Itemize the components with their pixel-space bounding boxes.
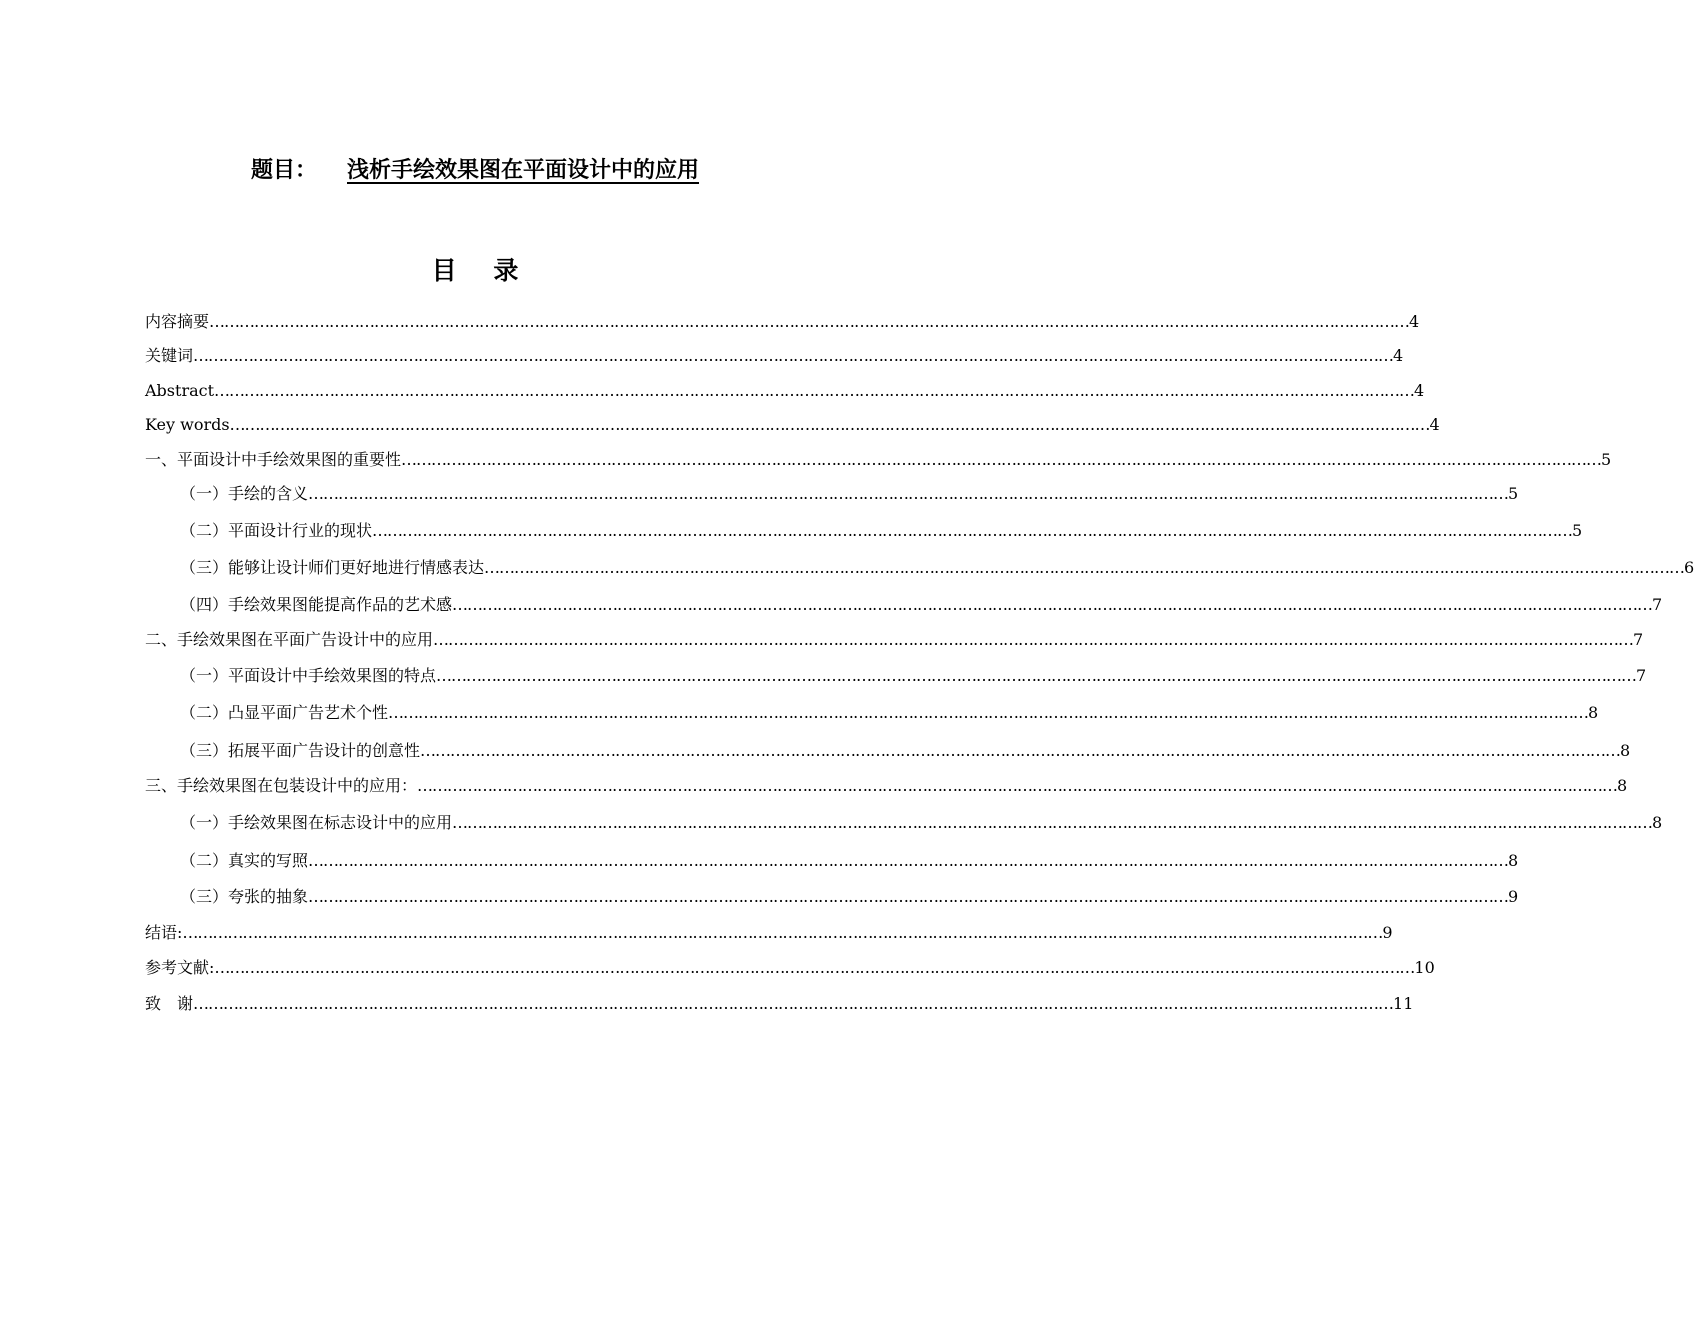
- toc-dot-leader: ……………………………………………………………………………………………………………………………………………………………………………………………………………………: [193, 346, 1394, 365]
- toc-entry-label: （二）真实的写照: [180, 851, 309, 870]
- toc-entry-page: 4: [1393, 346, 1404, 365]
- toc-entry-label: 致 谢: [145, 994, 194, 1013]
- toc-dot-leader: ……………………………………………………………………………………………………………………………………………………………………………………………………………………: [436, 666, 1637, 685]
- toc-dot-leader: ……………………………………………………………………………………………………………………………………………………………………………………………………………………: [388, 703, 1589, 722]
- toc-entry: [180, 518, 1583, 544]
- title-prefix: 题目：: [250, 158, 317, 183]
- toc-entry: [180, 848, 1519, 874]
- toc-entry-page: 8: [1620, 741, 1631, 760]
- toc-entry-page: 10: [1414, 958, 1435, 977]
- toc-entry: [145, 991, 1414, 1017]
- toc-dot-leader: ……………………………………………………………………………………………………………………………………………………………………………………………………………………: [182, 923, 1383, 942]
- toc-entry-label: （三）夸张的抽象: [180, 887, 309, 906]
- toc-entry-page: 8: [1617, 776, 1628, 795]
- toc-entry-label: 参考文献:: [145, 958, 215, 977]
- toc-dot-leader: ……………………………………………………………………………………………………………………………………………………………………………………………………………………: [452, 595, 1653, 614]
- document-title: [0, 154, 950, 188]
- toc-dot-leader: ……………………………………………………………………………………………………………………………………………………………………………………………………………………: [308, 484, 1509, 503]
- toc-entry-label: 一、平面设计中手绘效果图的重要性: [145, 450, 402, 469]
- toc-dot-leader: ……………………………………………………………………………………………………………………………………………………………………………………………………………………: [401, 450, 1602, 469]
- toc-entry-label: 关键词: [145, 346, 194, 365]
- toc-entry: [145, 309, 1420, 335]
- toc-dot-leader: ……………………………………………………………………………………………………………………………………………………………………………………………………………………: [193, 994, 1394, 1013]
- toc-entry: [180, 663, 1647, 689]
- toc-entry-page: 9: [1382, 923, 1393, 942]
- toc-entry-page: 5: [1572, 521, 1583, 540]
- toc-entry-label: （二）凸显平面广告艺术个性: [180, 703, 389, 722]
- toc-entry-label: 三、手绘效果图在包装设计中的应用：: [145, 776, 418, 795]
- toc-dot-leader: ……………………………………………………………………………………………………………………………………………………………………………………………………………………: [420, 741, 1621, 760]
- toc-entry-page: 11: [1393, 994, 1414, 1013]
- toc-entry-page: 4: [1429, 415, 1440, 434]
- toc-entry-label: 二、手绘效果图在平面广告设计中的应用: [145, 630, 434, 649]
- toc-entry-label: （三）拓展平面广告设计的创意性: [180, 741, 421, 760]
- toc-entry-page: 6: [1684, 558, 1694, 577]
- toc-entry: [180, 592, 1663, 618]
- toc-entry: [145, 627, 1644, 653]
- toc-entry: [145, 378, 1425, 404]
- toc-entry-label: 内容摘要: [145, 312, 210, 331]
- toc-dot-leader: ……………………………………………………………………………………………………………………………………………………………………………………………………………………: [484, 558, 1685, 577]
- toc-entry-label: （一）手绘的含义: [180, 484, 309, 503]
- toc-entry-page: 9: [1508, 887, 1519, 906]
- toc-entry-page: 8: [1508, 851, 1519, 870]
- toc-entry-label: （三）能够让设计师们更好地进行情感表达: [180, 558, 485, 577]
- toc-dot-leader: ……………………………………………………………………………………………………………………………………………………………………………………………………………………: [433, 630, 1634, 649]
- toc-entry: [180, 481, 1519, 507]
- toc-entry: [145, 412, 1440, 438]
- toc-dot-leader: ……………………………………………………………………………………………………………………………………………………………………………………………………………………: [214, 381, 1415, 400]
- toc-dot-leader: ……………………………………………………………………………………………………………………………………………………………………………………………………………………: [417, 776, 1618, 795]
- toc-entry: [145, 773, 1628, 799]
- toc-dot-leader: ……………………………………………………………………………………………………………………………………………………………………………………………………………………: [214, 958, 1415, 977]
- toc-entry-page: 8: [1652, 813, 1663, 832]
- toc-entry-page: 4: [1414, 381, 1425, 400]
- toc-entry-label: （四）手绘效果图能提高作品的艺术感: [180, 595, 453, 614]
- toc-entry: [180, 555, 1694, 581]
- toc-entry-page: 7: [1652, 595, 1663, 614]
- toc-entry: [145, 955, 1435, 981]
- toc-dot-leader: ……………………………………………………………………………………………………………………………………………………………………………………………………………………: [308, 887, 1509, 906]
- toc-entry-page: 7: [1633, 630, 1644, 649]
- toc-entry-page: 8: [1588, 703, 1599, 722]
- toc-entry-label: （一）平面设计中手绘效果图的特点: [180, 666, 437, 685]
- toc-entry-page: 5: [1508, 484, 1519, 503]
- toc-entry: [145, 343, 1404, 369]
- toc-entry: [180, 700, 1599, 726]
- toc-heading: 目 录: [431, 256, 533, 285]
- toc-dot-leader: ……………………………………………………………………………………………………………………………………………………………………………………………………………………: [372, 521, 1573, 540]
- toc-entry: [145, 447, 1612, 473]
- toc-entry-label: （二）平面设计行业的现状: [180, 521, 373, 540]
- toc-entry-page: 4: [1409, 312, 1420, 331]
- toc-entry: [180, 738, 1631, 764]
- toc-entry-label: 结语:: [145, 923, 183, 942]
- toc-entry-label: （一）手绘效果图在标志设计中的应用: [180, 813, 453, 832]
- toc-entry-label: Abstract: [145, 381, 215, 400]
- toc-dot-leader: ……………………………………………………………………………………………………………………………………………………………………………………………………………………: [308, 851, 1509, 870]
- toc-entry-page: 7: [1636, 666, 1647, 685]
- toc-entry-label: Key words: [145, 415, 230, 434]
- toc-entry: [180, 810, 1663, 836]
- toc-dot-leader: ……………………………………………………………………………………………………………………………………………………………………………………………………………………: [209, 312, 1410, 331]
- toc-entry: [180, 884, 1519, 910]
- toc-entry-page: 5: [1601, 450, 1612, 469]
- toc-dot-leader: ……………………………………………………………………………………………………………………………………………………………………………………………………………………: [452, 813, 1653, 832]
- toc-entry: [145, 920, 1393, 946]
- toc-dot-leader: ……………………………………………………………………………………………………………………………………………………………………………………………………………………: [229, 415, 1430, 434]
- title-text: 浅析手绘效果图在平面设计中的应用: [347, 158, 700, 183]
